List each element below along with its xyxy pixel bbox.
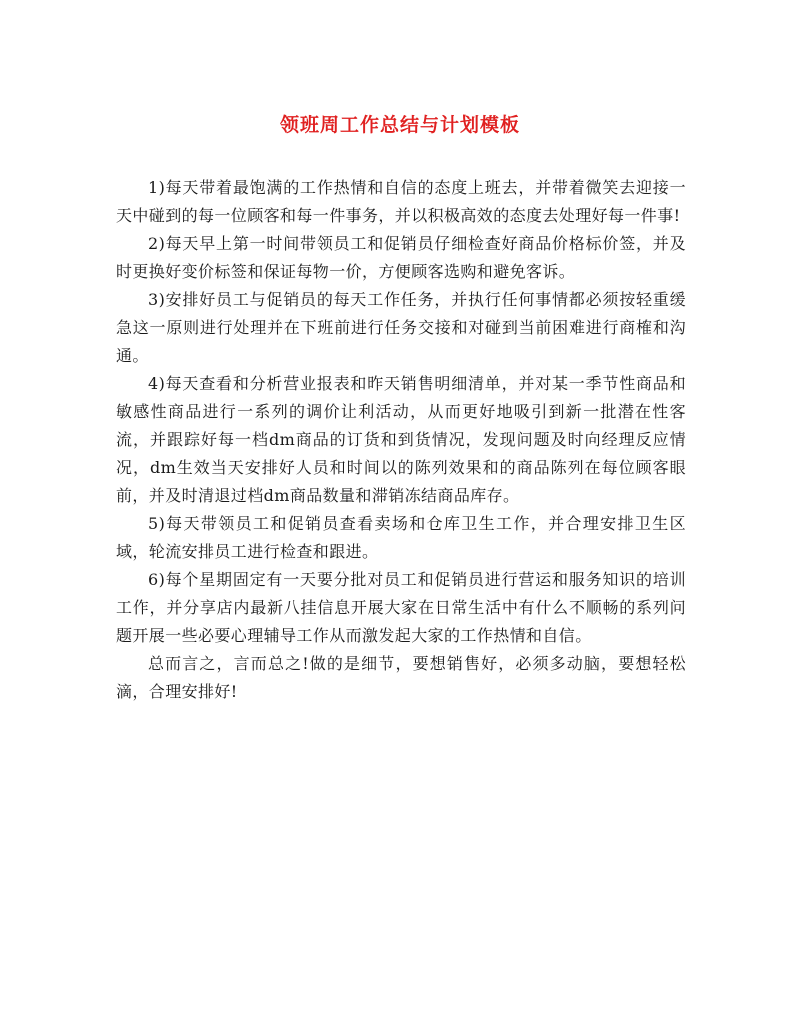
paragraph-4: 4)每天查看和分析营业报表和昨天销售明细清单，并对某一季节性商品和敏感性商品进行一系列的调价让利活动，从而更好地吸引到新一批潜在性客流，并跟踪好每一档dm商品的订货和到货情况，发现问题及时向经理反应情况，dm生效当天安排好人员和时间以的陈列效果和的商品陈列在每位顾客眼前，并及时清退过档dm商品数量和滞销冻结商品库存。 xyxy=(116,374,686,505)
paragraph-3: 3)安排好员工与促销员的每天工作任务，并执行任何事情都必须按轻重缓急这一原则进行处理并在下班前进行任务交接和对碰到当前困难进行商榷和沟通。 xyxy=(116,290,686,365)
paragraph-1: 1)每天带着最饱满的工作热情和自信的态度上班去，并带着微笑去迎接一天中碰到的每一位顾客和每一件事务，并以积极高效的态度去处理好每一件事! xyxy=(116,178,686,225)
document-title: 领班周工作总结与计划模板 xyxy=(279,114,520,136)
paragraph-2: 2)每天早上第一时间带领员工和促销员仔细检查好商品价格标价签，并及时更换好变价标签和保证每物一价，方便顾客选购和避免客诉。 xyxy=(116,234,686,281)
paragraph-5: 5)每天带领员工和促销员查看卖场和仓库卫生工作，并合理安排卫生区域，轮流安排员工进行检查和跟进。 xyxy=(116,514,686,561)
paragraph-6: 6)每个星期固定有一天要分批对员工和促销员进行营运和服务知识的培训工作，并分享店内最新八挂信息开展大家在日常生活中有什么不顺畅的系列问题开展一些必要心理辅导工作从而激发起大家的工作热情和自信。 xyxy=(116,570,686,645)
document-body xyxy=(116,174,686,706)
paragraph-conclusion: 总而言之，言而总之!做的是细节，要想销售好，必须多动脑，要想轻松滴，合理安排好! xyxy=(116,654,686,701)
